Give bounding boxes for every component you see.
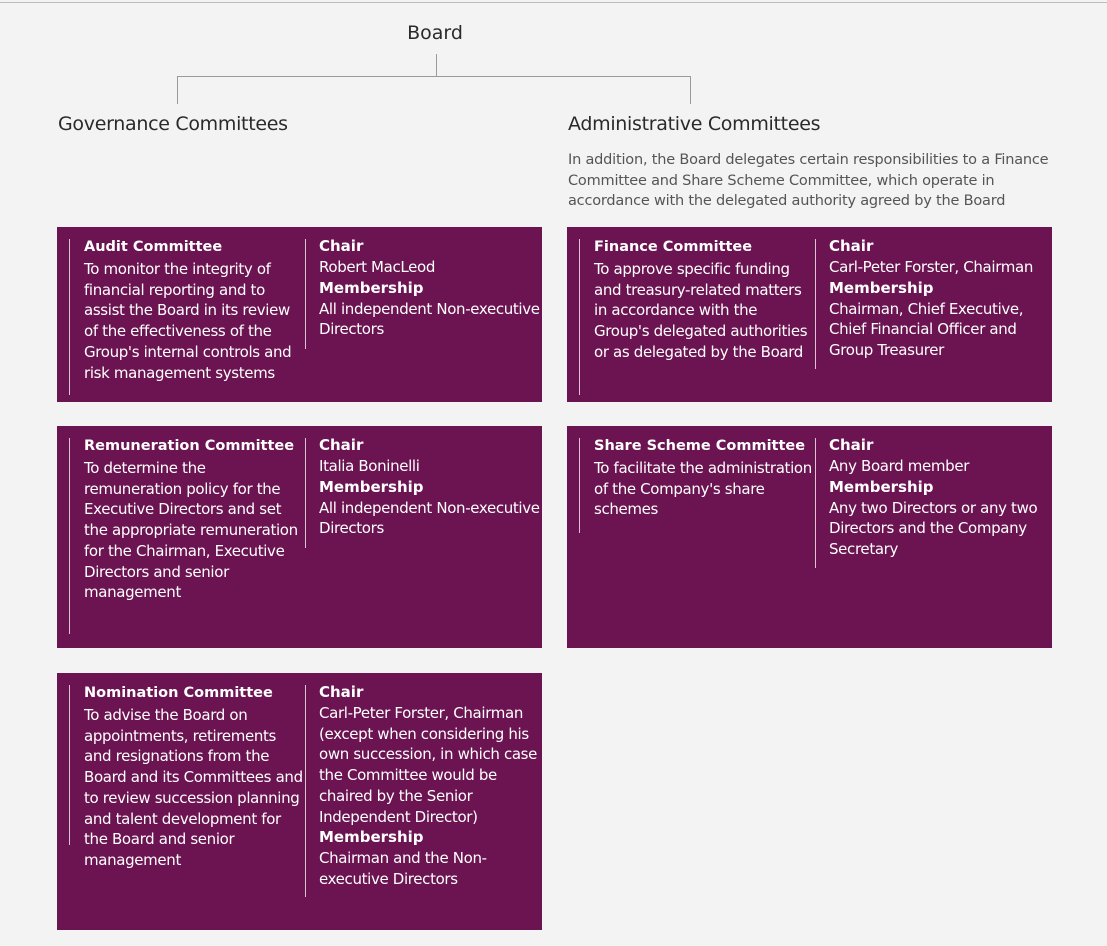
chair-value: Robert MacLeod (319, 258, 435, 276)
committee-description: To determine the remuneration policy for the Executive Directors and set the appropriate remuneration for the Chairman, Executive Directors and senior management (84, 459, 298, 602)
committee-description: To monitor the integrity of financial reporting and to assist the Board in its review of the effectiveness of the Group's internal controls and risk management systems (84, 260, 292, 382)
membership-value: Any two Directors or any two Directors and the Company Secretary (829, 498, 1038, 559)
membership-value: All independent Non-executive Directors (319, 498, 540, 538)
committee-description: To advise the Board on appointments, retirements and resignations from the Board and its Committees and to review succession planning and talent development for the Board and senior management (84, 706, 303, 869)
committee-description: To approve specific funding and treasury-related matters in accordance with the Group's delegated authorities or as delegated by the Board (594, 260, 808, 361)
membership-label: Membership (319, 278, 424, 297)
membership-value: Chairman and the Non-executive Directors (319, 849, 487, 888)
membership-label: Membership (319, 477, 424, 496)
chair-value: Italia Boninelli (319, 457, 420, 475)
board-connector-horizontal (177, 76, 691, 77)
chair-value: Carl-Peter Forster, Chairman (except when considering his own succession, in which case the Committee would be chaired by the Senior Independent Director) (319, 704, 538, 826)
finance-committee-remit (579, 239, 816, 395)
finance-committee-composition (815, 239, 1064, 369)
committee-description: To facilitate the administration of the Company's share schemes (594, 459, 812, 519)
membership-label: Membership (829, 477, 934, 496)
membership-label: Membership (829, 278, 934, 297)
finance-committee-card (567, 227, 1052, 402)
committee-name: Remuneration Committee (84, 438, 295, 454)
chair-value: Any Board member (829, 457, 970, 475)
remuneration-committee-composition (305, 438, 554, 548)
nomination-committee-composition (305, 685, 554, 897)
chair-label: Chair (319, 237, 364, 255)
share-scheme-committee-remit (579, 438, 816, 533)
committee-name: Share Scheme Committee (594, 438, 806, 454)
nomination-committee-remit (69, 685, 306, 869)
top-border-line (0, 2, 1107, 3)
governance-heading: Governance Committees (58, 113, 288, 135)
committee-name: Finance Committee (594, 239, 753, 255)
audit-committee-remit (69, 239, 306, 395)
committee-name: Audit Committee (84, 239, 223, 255)
membership-label: Membership (319, 828, 424, 847)
nomination-committee-card (57, 673, 542, 930)
share-scheme-committee-composition (815, 438, 1064, 568)
administrative-connector (690, 76, 691, 104)
administrative-heading: Administrative Committees (568, 113, 821, 135)
chair-label: Chair (829, 237, 874, 255)
chair-label: Chair (319, 436, 364, 454)
board-title: Board (407, 22, 463, 44)
chair-label: Chair (319, 683, 364, 701)
governance-connector (177, 76, 178, 104)
membership-value: Chairman, Chief Executive, Chief Financial Officer and Group Treasurer (829, 299, 1024, 360)
remuneration-committee-card (57, 426, 542, 648)
membership-value: All independent Non-executive Directors (319, 299, 540, 339)
administrative-intro: In addition, the Board delegates certain responsibilities to a Finance Committee and Share Scheme Committee, which operate in accordance with the delegated authority agreed by the Board (568, 152, 1049, 209)
share-scheme-committee-card (567, 426, 1052, 648)
chair-label: Chair (829, 436, 874, 454)
audit-committee-composition (305, 239, 554, 349)
remuneration-committee-remit (69, 438, 306, 634)
chair-value: Carl-Peter Forster, Chairman (829, 258, 1034, 276)
committee-name: Nomination Committee (84, 685, 273, 701)
audit-committee-card (57, 227, 542, 402)
board-connector-vertical (436, 54, 437, 76)
